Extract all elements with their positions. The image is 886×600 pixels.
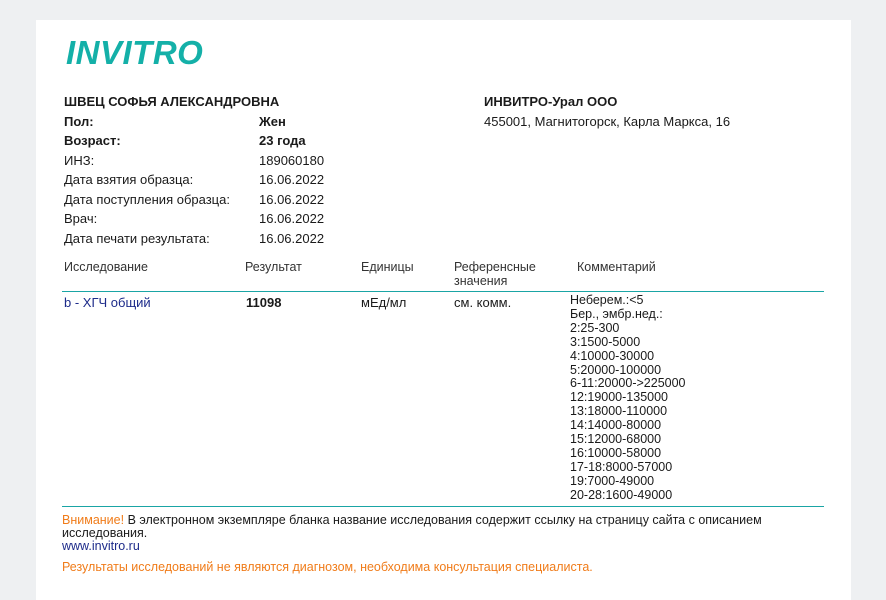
info-label: Врач: (64, 211, 98, 226)
header-reference (454, 260, 536, 288)
result-sheet (36, 20, 851, 600)
website-link[interactable]: www.invitro.ru (62, 539, 140, 553)
warning-text: В электронном экземпляре бланка название исследования содержит ссылку на страницу сайта с описанием исследования. (62, 513, 762, 540)
header-comment: Комментарий (577, 260, 656, 274)
info-value: 16.06.2022 (259, 211, 325, 226)
warning-label: Внимание! (62, 513, 125, 527)
info-value: 189060180 (259, 153, 325, 168)
comment-line: 20-28:1600-49000 (570, 487, 673, 502)
info-label: Возраст: (64, 133, 121, 148)
units-value: мЕд/мл (361, 295, 407, 310)
comment-line: Неберем.:<5 (570, 293, 644, 307)
comment-line: 4:10000-30000 (570, 348, 655, 363)
info-value: 23 года (259, 133, 306, 148)
comment-line: 13:18000-110000 (570, 404, 668, 419)
info-label: ИНЗ: (64, 153, 95, 168)
header-test: Исследование (64, 260, 148, 274)
info-label: Дата поступления образца: (64, 192, 230, 207)
comment-list (570, 294, 686, 503)
test-name-link[interactable]: b - ХГЧ общий (64, 295, 151, 310)
comment-line: 3:1500-5000 (570, 334, 641, 349)
info-value: 16.06.2022 (259, 172, 325, 187)
invitro-logo: INVITRO (66, 34, 204, 71)
table-bottom-rule (62, 506, 824, 507)
table-top-rule (62, 291, 824, 292)
reference-value: см. комм. (454, 295, 512, 310)
lab-name: ИНВИТРО-Урал ООО (484, 94, 618, 109)
header-result: Результат (245, 260, 302, 274)
info-value: Жен (259, 114, 286, 129)
comment-line: 15:12000-68000 (570, 432, 662, 447)
info-label: Дата печати результата: (64, 231, 210, 246)
header-reference-line2: значения (454, 274, 508, 288)
comment-line: 6-11:20000->225000 (570, 376, 686, 391)
info-label: Пол: (64, 114, 94, 129)
patient-name: ШВЕЦ СОФЬЯ АЛЕКСАНДРОВНА (64, 94, 280, 109)
header-units: Единицы (361, 260, 414, 274)
comment-line: 14:14000-80000 (570, 418, 662, 433)
info-value: 16.06.2022 (259, 192, 325, 207)
disclaimer-text: Результаты исследований не являются диагнозом, необходима консультация специалиста. (62, 560, 593, 574)
comment-line: 12:19000-135000 (570, 390, 669, 405)
warning-note (62, 514, 832, 540)
comment-line: 17-18:8000-57000 (570, 459, 673, 474)
info-label: Дата взятия образца: (64, 172, 194, 187)
comment-line: 19:7000-49000 (570, 473, 655, 488)
lab-address: 455001, Магнитогорск, Карла Маркса, 16 (484, 114, 731, 129)
comment-line: 5:20000-100000 (570, 362, 662, 377)
comment-line: 16:10000-58000 (570, 445, 662, 460)
header-reference-line1: Референсные (454, 260, 536, 274)
result-value: 11098 (246, 295, 282, 310)
comment-line: Бер., эмбр.нед.: (570, 306, 663, 321)
comment-line: 2:25-300 (570, 320, 620, 335)
info-value: 16.06.2022 (259, 231, 325, 246)
